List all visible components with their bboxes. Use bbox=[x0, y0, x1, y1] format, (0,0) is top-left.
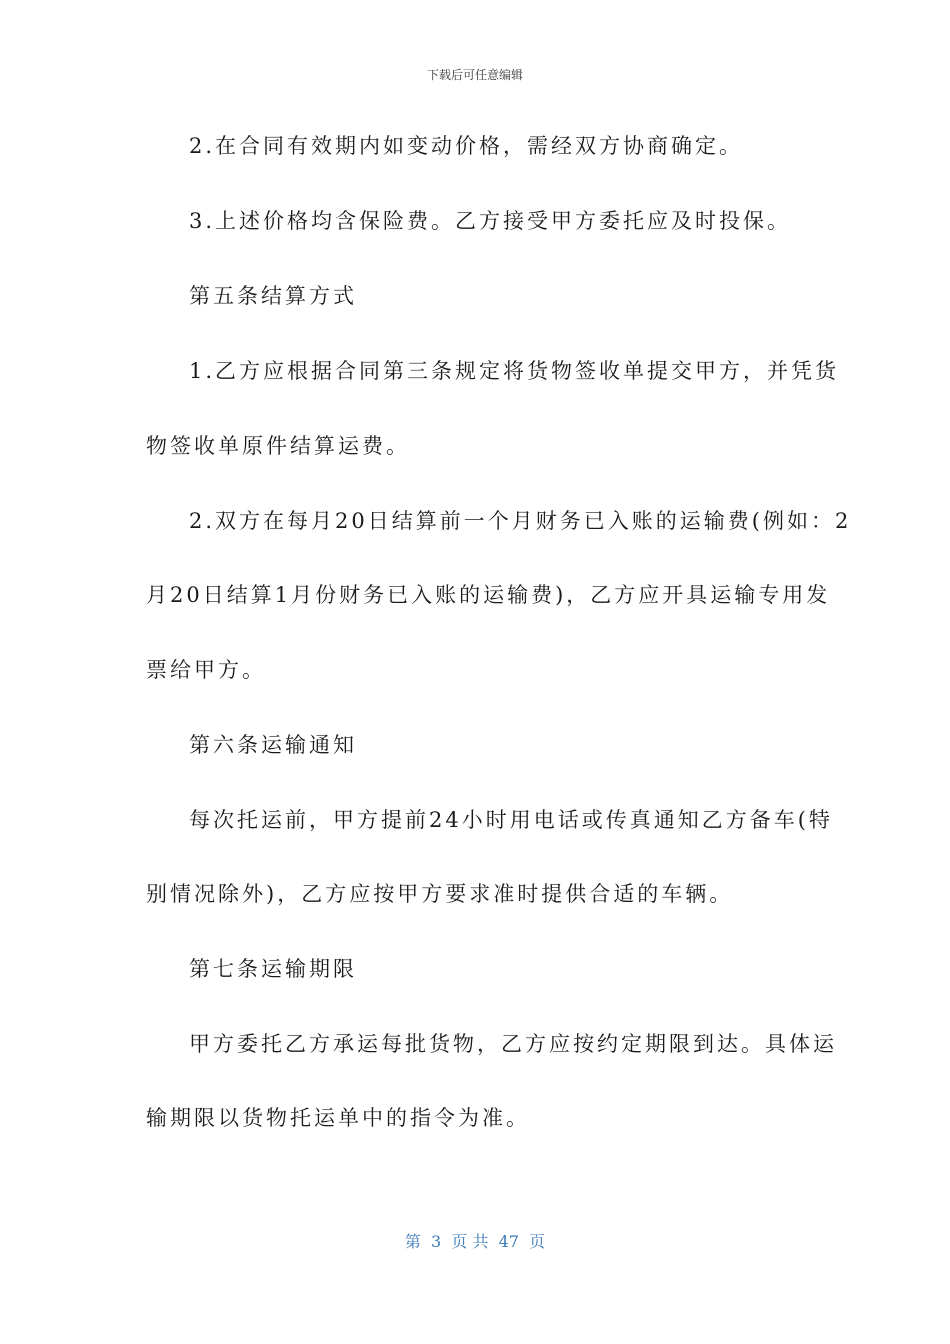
body-line: 物签收单原件结算运费。 bbox=[146, 434, 410, 458]
body-line: 2.在合同有效期内如变动价格，需经双方协商确定。 bbox=[189, 134, 744, 158]
body-line: 别情况除外)，乙方应按甲方要求准时提供合适的车辆。 bbox=[146, 882, 734, 906]
section-heading: 第六条运输通知 bbox=[189, 733, 357, 757]
body-line: 每次托运前，甲方提前24小时用电话或传真通知乙方备车(特 bbox=[189, 808, 833, 832]
body-line: 2.双方在每月20日结算前一个月财务已入账的运输费(例如：2 bbox=[189, 509, 852, 533]
body-line: 输期限以货物托运单中的指令为准。 bbox=[146, 1106, 530, 1130]
body-line: 1.乙方应根据合同第三条规定将货物签收单提交甲方，并凭货 bbox=[189, 359, 840, 383]
section-heading: 第七条运输期限 bbox=[189, 957, 357, 981]
section-heading: 第五条结算方式 bbox=[189, 284, 357, 308]
body-line: 3.上述价格均含保险费。乙方接受甲方委托应及时投保。 bbox=[189, 209, 792, 233]
page-number-footer: 第 3 页 共 47 页 bbox=[404, 1232, 546, 1251]
body-line: 月20日结算1月份财务已入账的运输费)，乙方应开具运输专用发 bbox=[146, 583, 831, 607]
page-header: 下载后可任意编辑 bbox=[426, 68, 523, 82]
body-line: 甲方委托乙方承运每批货物，乙方应按约定期限到达。具体运 bbox=[189, 1032, 837, 1056]
body-line: 票给甲方。 bbox=[146, 658, 266, 682]
